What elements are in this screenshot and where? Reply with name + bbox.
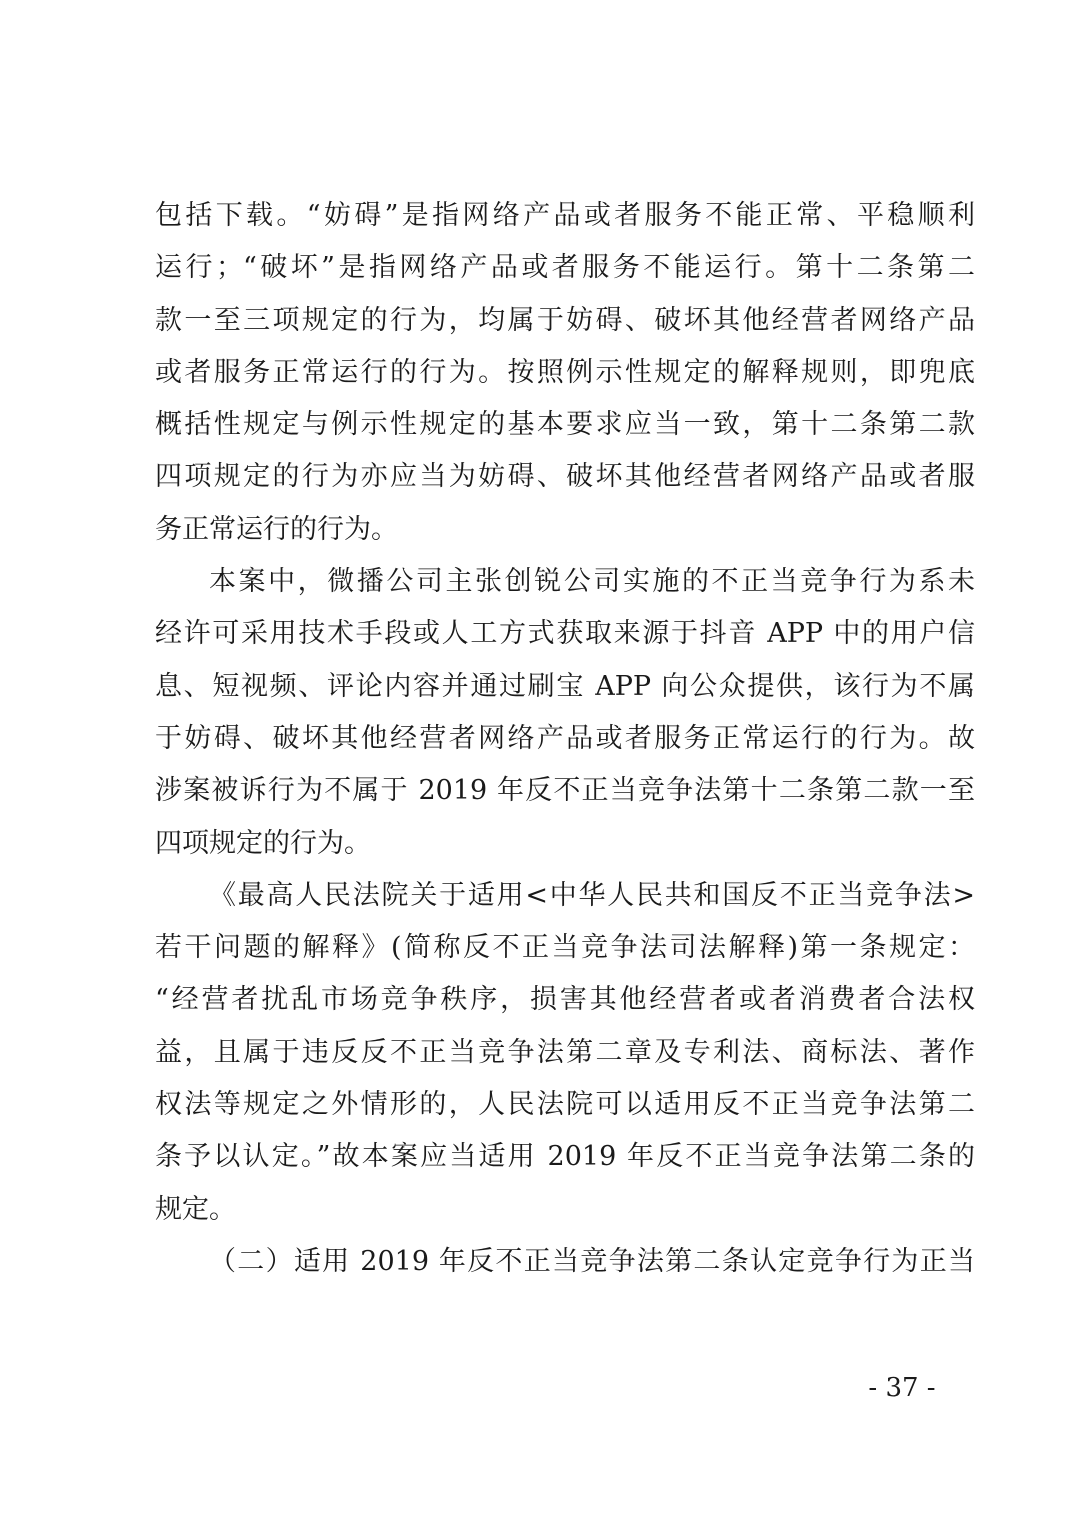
text-line: 四项规定的行为。	[155, 827, 371, 859]
text-line: 于妨碍、破坏其他经营者网络产品或者服务正常运行的行为。故	[155, 722, 975, 754]
text-line: 包括下载。“妨碍”是指网络产品或者服务不能正常、平稳顺利	[155, 200, 975, 231]
text-line: 若干问题的解释》(简称反不正当竞争法司法解释)第一条规定：	[155, 932, 975, 964]
text-line: 概括性规定与例示性规定的基本要求应当一致，第十二条第二款	[155, 409, 975, 441]
section-heading	[155, 1236, 975, 1288]
text-line: 四项规定的行为亦应当为妨碍、破坏其他经营者网络产品或者服	[155, 461, 975, 493]
paragraph-1	[155, 190, 975, 556]
text-line: “经营者扰乱市场竞争秩序，损害其他经营者或者消费者合法权	[155, 984, 975, 1016]
paragraph-2	[155, 556, 975, 870]
text-line: 规定。	[155, 1193, 236, 1225]
text-line: 息、短视频、评论内容并通过刷宝 APP 向公众提供，该行为不属	[155, 670, 975, 702]
text-line: 涉案被诉行为不属于 2019 年反不正当竞争法第十二条第二款一至	[155, 775, 975, 807]
text-line: 务正常运行的行为。	[155, 513, 398, 545]
text-line: 款一至三项规定的行为，均属于妨碍、破坏其他经营者网络产品	[155, 304, 975, 336]
text-line: 本案中，微播公司主张创锐公司实施的不正当竞争行为系未	[209, 566, 975, 598]
text-line: 条予以认定。”故本案应当适用 2019 年反不正当竞争法第二条的	[155, 1141, 975, 1173]
text-line: 运行；“破坏”是指网络产品或者服务不能运行。第十二条第二	[155, 252, 975, 284]
paragraph-3	[155, 870, 975, 1236]
heading-line: （二）适用 2019 年反不正当竞争法第二条认定竞争行为正当	[209, 1245, 975, 1277]
page-number: - 37 -	[868, 1373, 936, 1403]
text-line: 《最高人民法院关于适用<中华人民共和国反不正当竞争法>	[209, 879, 975, 911]
text-line: 权法等规定之外情形的，人民法院可以适用反不正当竞争法第二	[155, 1089, 975, 1121]
text-line: 或者服务正常运行的行为。按照例示性规定的解释规则，即兜底	[155, 356, 975, 388]
text-line: 益，且属于违反反不正当竞争法第二章及专利法、商标法、著作	[155, 1036, 975, 1068]
document-body	[155, 190, 975, 1288]
text-line: 经许可采用技术手段或人工方式获取来源于抖音 APP 中的用户信	[155, 618, 975, 650]
